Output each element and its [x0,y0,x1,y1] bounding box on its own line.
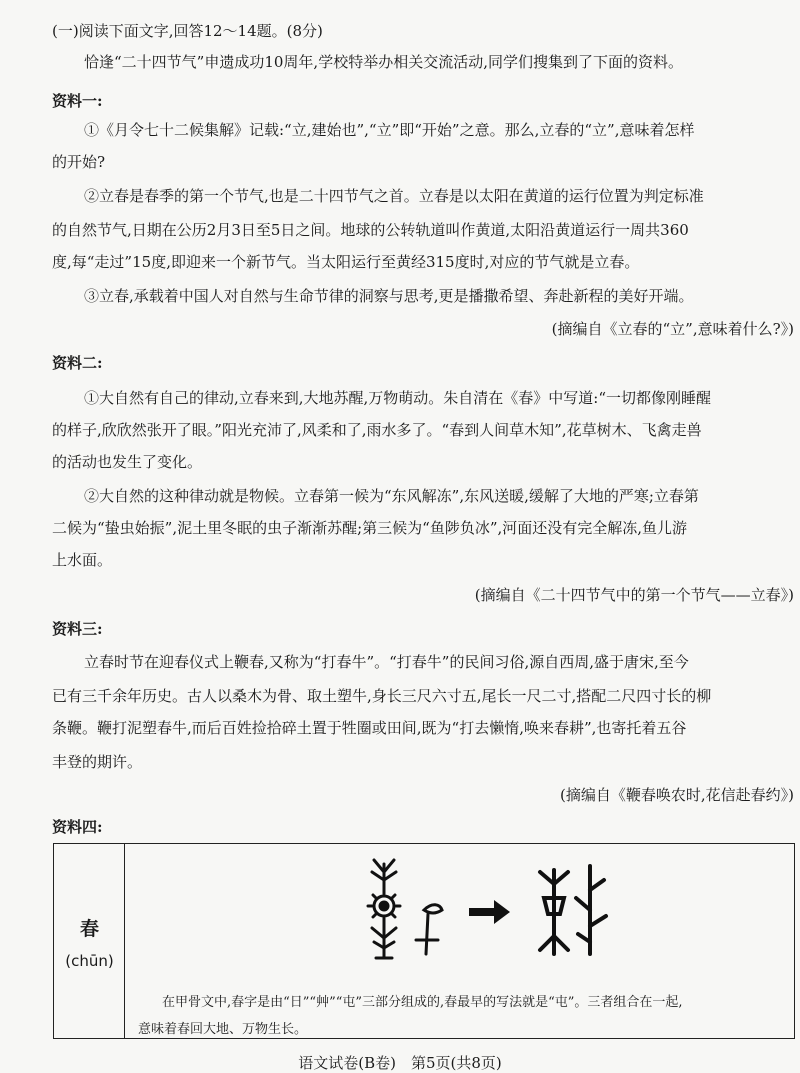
m2-line: ②大自然的这种律动就是物候。立春第一候为“东风解冻”,东风送暖,缓解了大地的严寒;立春第 [84,487,699,505]
question-intro: (一)阅读下面文字,回答12～14题。(8分) [52,22,323,40]
m1-line: 的自然节气,日期在公历2月3日至5日之间。地球的公转轨道叫作黄道,太阳沿黄道运行一周共360 [52,221,689,239]
m2-source: (摘编自《二十四节气中的第一个节气——立春》) [474,586,794,604]
m1-line: 度,每“走过”15度,即迎来一个新节气。当太阳运行至黄经315度时,对应的节气就是立春。 [52,253,640,271]
chun-character: 春 [79,918,99,940]
material-4-heading: 资料四: [52,818,103,836]
material-4-text-line: 意味着春回大地、万物生长。 [138,1022,308,1037]
page-footer: 语文试卷(B卷) 第5页(共8页) [298,1054,502,1072]
m3-line: 立春时节在迎春仪式上鞭春,又称为“打春牛”。“打春牛”的民间习俗,源自西周,盛于唐宋,至今 [84,653,689,671]
lead-paragraph: 恰逢“二十四节气”申遗成功10周年,学校特举办相关交流活动,同学们搜集到了下面的资料。 [84,53,683,71]
material-2-heading: 资料二: [52,354,103,372]
m2-line: 的活动也发生了变化。 [52,453,203,471]
oracle-bone-glyphs-illustration [354,850,654,968]
chun-pinyin: (chūn) [65,952,114,970]
m1-line: ②立春是春季的第一个节气,也是二十四节气之首。立春是以太阳在黄道的运行位置为判定标准 [84,187,704,205]
oracle-bone-tun-glyph [540,866,606,954]
m1-line: ③立春,承载着中国人对自然与生命节律的洞察与思考,更是播撒希望、奔赴新程的美好开端。 [84,287,694,305]
m2-line: ①大自然有自己的律动,立春来到,大地苏醒,万物萌动。朱自清在《春》中写道:“一切都像刚睡醒 [84,389,712,407]
material-4-text-line: 在甲骨文中,春字是由“日”“艸”“屯”三部分组成的,春最早的写法就是“屯”。三者组合在一起, [162,995,683,1010]
oracle-bone-chun-glyph [368,860,442,958]
material-1-heading: 资料一: [52,92,103,110]
m2-line: 二候为“蛰虫始振”,泥土里冬眠的虫子渐渐苏醒;第三候为“鱼陟负冰”,河面还没有完全解冻,鱼儿游 [52,519,688,537]
m1-line: 的开始? [52,153,106,171]
m3-line: 已有三千余年历史。古人以桑木为骨、取土塑牛,身长三尺六寸五,尾长一尺二寸,搭配二尺四寸长的柳 [52,687,712,705]
m3-line: 条鞭。鞭打泥塑春牛,而后百姓捡拾碎土置于牲圈或田间,既为“打去懒惰,唤来春耕”,也寄托着五谷 [52,719,687,737]
arrow-icon [469,900,510,924]
chun-character-table [53,843,795,1039]
m1-source: (摘编自《立春的“立”,意味着什么?》) [551,320,794,338]
material-3-heading: 资料三: [52,620,103,638]
m3-line: 丰登的期许。 [52,753,143,771]
m1-line: ①《月令七十二候集解》记载:“立,建始也”,“立”即“开始”之意。那么,立春的“立”,意味着怎样 [84,121,695,139]
m2-line: 的样子,欣欣然张开了眼。”阳光充沛了,风柔和了,雨水多了。“春到人间草木知”,花草树木、飞禽走兽 [52,421,702,439]
character-cell [54,844,125,1038]
m2-line: 上水面。 [52,551,113,569]
m3-source: (摘编自《鞭春唤农时,花信赴春约》) [560,786,794,804]
